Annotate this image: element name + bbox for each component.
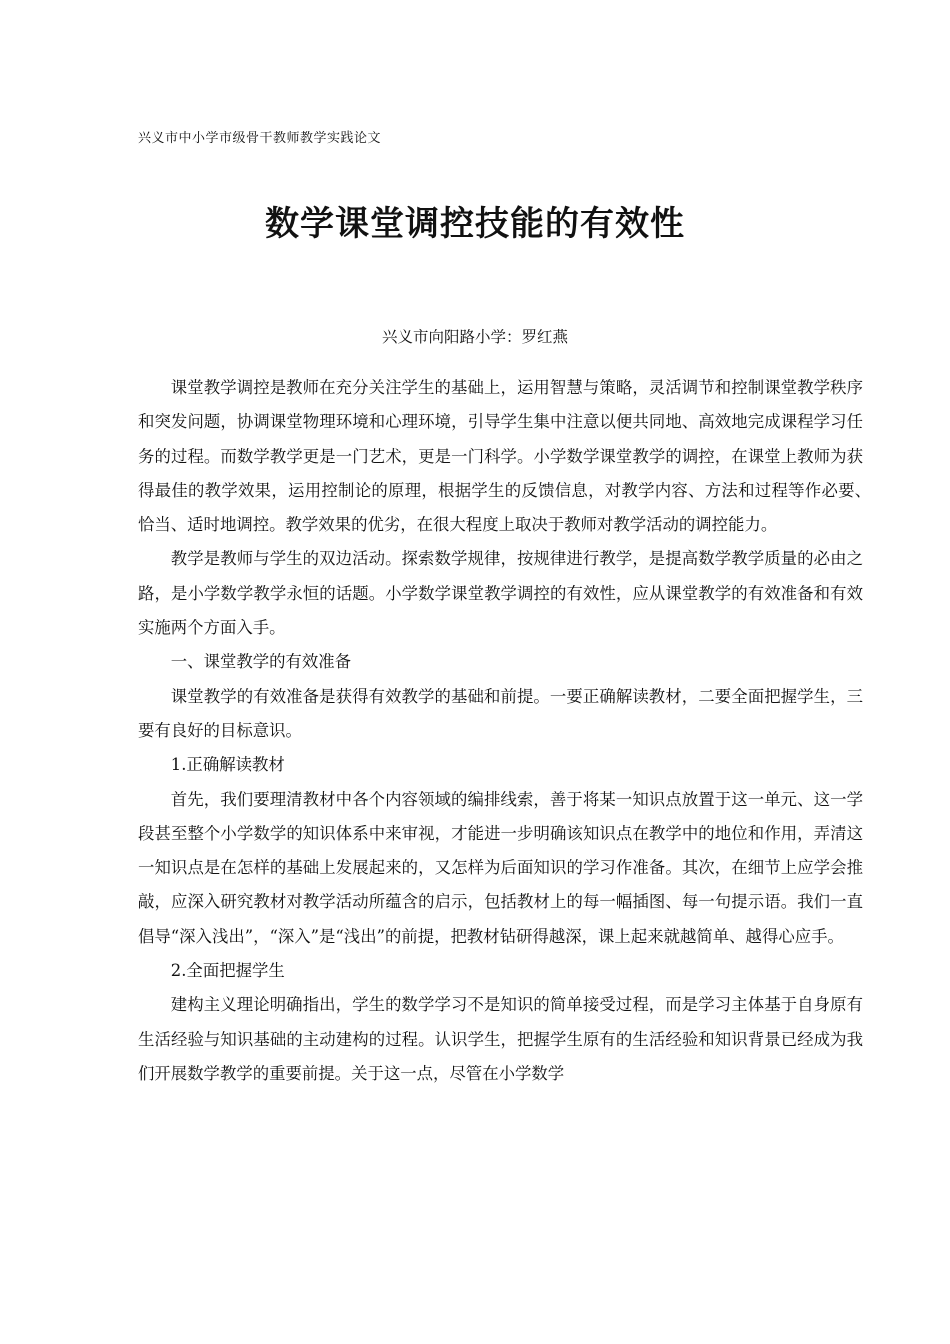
subsection-heading-1: 1.正确解读教材 — [170, 755, 285, 775]
subsection-heading-2: 2.全面把握学生 — [170, 961, 285, 981]
page-title: 数学课堂调控技能的有效性 — [265, 204, 685, 244]
paragraph-students: 建构主义理论明确指出，学生的数学学习不是知识的简单接受过程，而是学习主体基于自身原有生活经验与知识基础的主动建构的过程。认识学生，把握学生原有的生活经验和知识背景已经成为我们开展数学教学的重要前提。关于这一点，尽管在小学数学 — [138, 995, 863, 1083]
paragraph-textbook: 首先，我们要理清教材中各个内容领域的编排线索，善于将某一知识点放置于这一单元、这一学段甚至整个小学数学的知识体系中来审视，才能进一步明确该知识点在教学中的地位和作用，弄清这一知识点是在怎样的基础上发展起来的，又怎样为后面知识的学习作准备。其次，在细节上应学会推敲，应深入研究教材对教学活动所蕴含的启示，包括教材上的每一幅插图、每一句提示语。我们一直倡导“深入浅出”，“深入”是“浅出”的前提，把教材钻研得越深，课上起来就越简单、越得心应手。 — [138, 789, 863, 946]
paragraph-teaching: 教学是教师与学生的双边活动。探索数学规律，按规律进行教学，是提高数学教学质量的必由之路，是小学数学教学永恒的话题。小学数学课堂教学调控的有效性，应从课堂教学的有效准备和有效实施两个方面入手。 — [138, 549, 863, 638]
section-heading-1: 一、课堂教学的有效准备 — [170, 652, 352, 672]
body-text — [138, 371, 880, 1091]
paragraph-preparation: 课堂教学的有效准备是获得有效教学的基础和前提。一要正确解读教材，二要全面把握学生，三要有良好的目标意识。 — [138, 686, 863, 740]
author-line: 兴义市向阳路小学：罗红燕 — [381, 328, 568, 346]
running-header: 兴义市中小学市级骨干教师教学实践论文 — [138, 131, 382, 146]
paragraph-intro: 课堂教学调控是教师在充分关注学生的基础上，运用智慧与策略，灵活调节和控制课堂教学秩序和突发问题，协调课堂物理环境和心理环境，引导学生集中注意以便共同地、高效地完成课程学习任务的过程。而数学教学更是一门艺术，更是一门科学。小学数学课堂教学的调控，在课堂上教师为获得最佳的教学效果，运用控制论的原理，根据学生的反馈信息，对教学内容、方法和过程等作必要、 恰当、适时地调控。教学效果的优劣，在很大程度上取决于教师对教学活动的调控能力。 — [138, 378, 880, 535]
